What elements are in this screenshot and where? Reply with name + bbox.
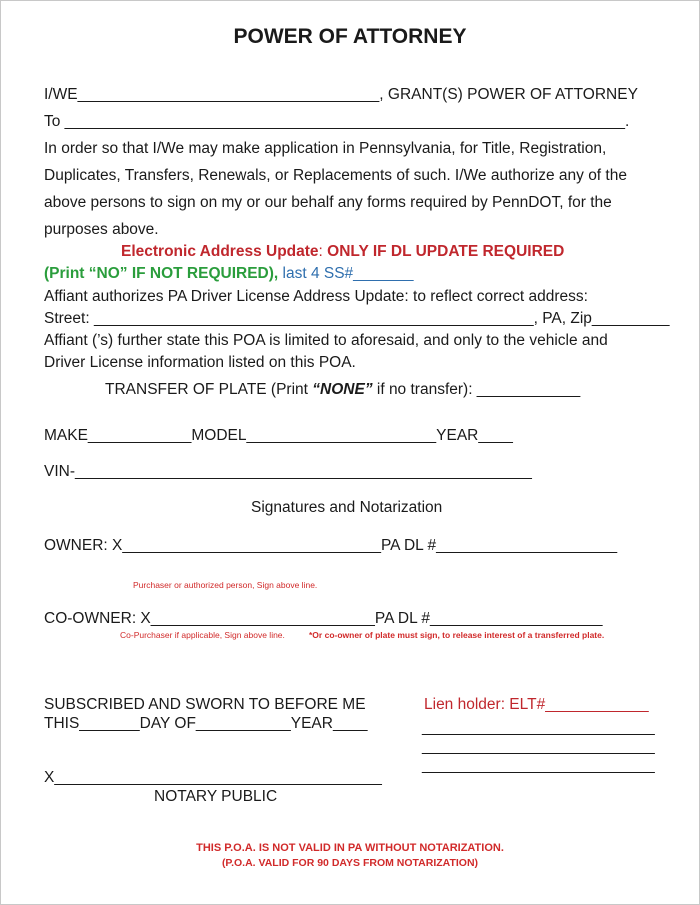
coowner-signature-note: Co-Purchaser if applicable, Sign above line. bbox=[120, 630, 285, 640]
grant-paragraph-line-2: Duplicates, Transfers, Renewals, or Replacements of such. I/We authorize any of the bbox=[44, 167, 627, 184]
notary-public-label: NOTARY PUBLIC bbox=[154, 788, 278, 805]
transfer-none-text: “NONE” bbox=[312, 381, 373, 398]
document-title: POWER OF ATTORNEY bbox=[233, 25, 467, 48]
transfer-suffix: if no transfer): ____________ bbox=[372, 381, 581, 398]
transfer-prefix: TRANSFER OF PLATE (Print bbox=[105, 381, 313, 398]
lien-holder-field: Lien holder: ELT#____________ bbox=[424, 696, 649, 713]
notarization-warning: THIS P.O.A. IS NOT VALID IN PA WITHOUT NOTARIZATION. bbox=[196, 842, 504, 854]
notary-date-line: THIS_______DAY OF___________YEAR____ bbox=[44, 715, 368, 732]
affiant-limit-line-2: Driver License information listed on this POA. bbox=[44, 354, 356, 371]
last-four-ss-field: last 4 SS#_______ bbox=[278, 265, 414, 282]
street-address-field: Street: ___________________________________________________, PA, Zip_________ bbox=[44, 310, 670, 327]
grant-paragraph-line-4: purposes above. bbox=[44, 221, 159, 238]
signatures-heading: Signatures and Notarization bbox=[251, 499, 443, 516]
affiant-limit-line-1: Affiant (’s) further state this POA is limited to aforesaid, and only to the vehicle and bbox=[44, 332, 608, 349]
vin-field: VIN-_____________________________________________________ bbox=[44, 463, 532, 480]
coowner-signature-line: CO-OWNER: X__________________________PA DL #____________________ bbox=[44, 610, 603, 627]
notary-signature-line: X______________________________________ bbox=[44, 769, 382, 786]
grant-line-to: To _________________________________________________________________. bbox=[44, 113, 630, 130]
owner-signature-note: Purchaser or authorized person, Sign above line. bbox=[133, 580, 318, 590]
lien-holder-line-1: ___________________________ bbox=[422, 719, 655, 736]
transfer-of-plate-line bbox=[105, 381, 580, 399]
affiant-authorization-line: Affiant authorizes PA Driver License Address Update: to reflect correct address: bbox=[44, 288, 588, 305]
make-model-year-fields: MAKE____________MODEL______________________YEAR____ bbox=[44, 427, 513, 444]
grant-paragraph-line-1: In order so that I/We may make application in Pennsylvania, for Title, Registration, bbox=[44, 140, 607, 157]
coowner-plate-note: *Or co-owner of plate must sign, to release interest of a transferred plate. bbox=[309, 630, 605, 640]
lien-holder-line-2: ___________________________ bbox=[422, 738, 655, 755]
electronic-address-note: ONLY IF DL UPDATE REQUIRED bbox=[327, 243, 565, 260]
electronic-address-heading bbox=[121, 243, 564, 261]
lien-holder-line-3: ___________________________ bbox=[422, 757, 655, 774]
electronic-address-colon: : bbox=[318, 243, 328, 260]
grant-paragraph-line-3: above persons to sign on my or our behalf any forms required by PennDOT, for the bbox=[44, 194, 612, 211]
print-no-instruction: (Print “NO” IF NOT REQUIRED), bbox=[44, 265, 279, 282]
validity-period-note: (P.O.A. VALID FOR 90 DAYS FROM NOTARIZATION) bbox=[221, 857, 479, 869]
electronic-address-label: Electronic Address Update bbox=[121, 243, 319, 260]
print-no-line bbox=[44, 265, 414, 283]
grant-line-names: I/WE___________________________________, GRANT(S) POWER OF ATTORNEY bbox=[44, 86, 638, 103]
subscribed-sworn-line: SUBSCRIBED AND SWORN TO BEFORE ME bbox=[44, 696, 366, 713]
owner-signature-line: OWNER: X______________________________PA DL #_____________________ bbox=[44, 537, 618, 554]
